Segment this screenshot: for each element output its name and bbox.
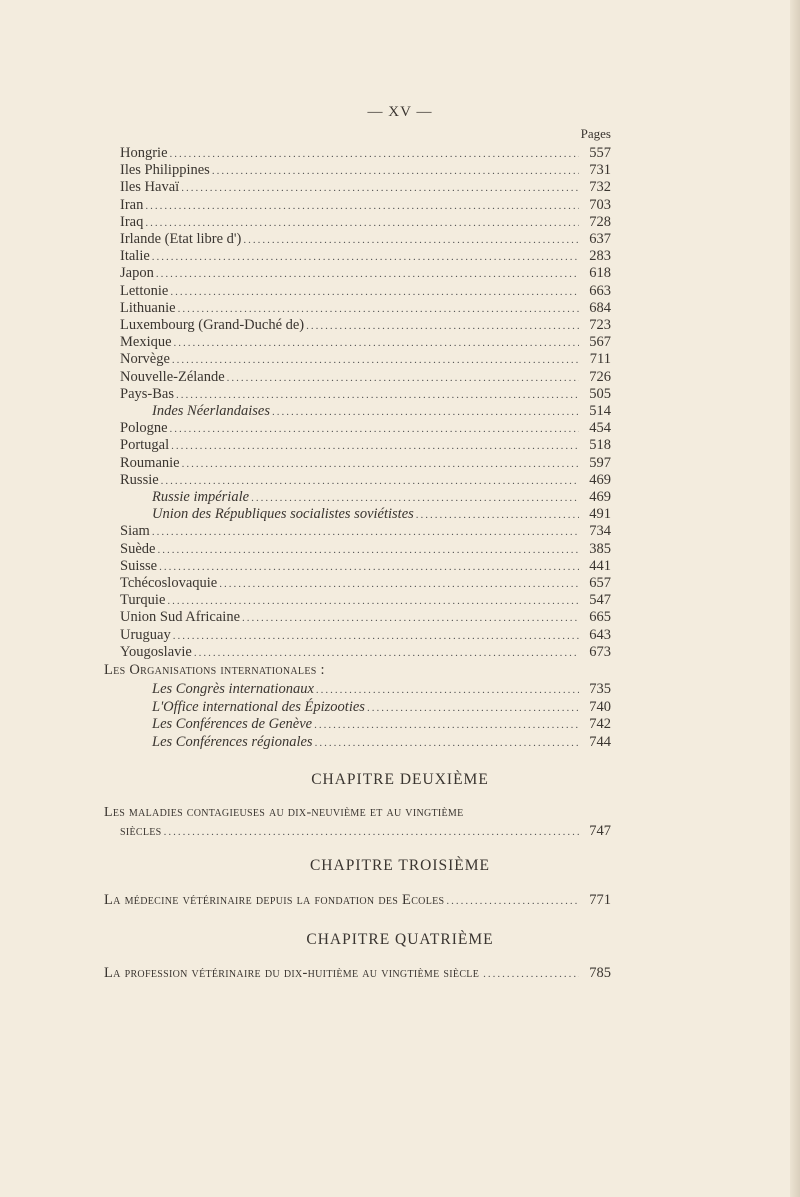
country-entry-label: Italie — [120, 248, 150, 264]
chapter-3-subject: La médecine vétérinaire depuis la fondation des Ecoles — [104, 892, 445, 908]
country-entry-page: 732 — [589, 179, 611, 195]
country-entry-label: Luxembourg (Grand-Duché de) — [120, 317, 305, 333]
chapter-3-entry[interactable] — [104, 891, 611, 909]
organisation-entry-page: 735 — [589, 681, 611, 697]
organisation-entry-page: 742 — [589, 716, 611, 732]
chapter-3-title: CHAPITRE TROISIÈME — [309, 857, 491, 874]
leader-dots — [152, 523, 579, 541]
country-entry-page: 731 — [589, 162, 611, 178]
country-entry-label: Turquie — [120, 592, 166, 608]
chapter-4-entry[interactable] — [104, 964, 611, 982]
country-entry-page: 657 — [589, 575, 611, 591]
country-entry-page: 514 — [589, 403, 611, 419]
country-entry-row[interactable] — [152, 402, 611, 420]
country-entry-row[interactable] — [120, 522, 611, 540]
country-entry-row[interactable] — [120, 178, 611, 196]
country-entry-label: Siam — [120, 523, 150, 539]
country-entry-page: 663 — [589, 283, 611, 299]
country-entry-row[interactable] — [120, 608, 611, 626]
country-entry-label: Lettonie — [120, 283, 169, 299]
country-entry-row[interactable] — [120, 436, 611, 454]
country-entry-row[interactable] — [120, 161, 611, 179]
leader-dots — [181, 179, 579, 197]
country-entry-label: Pologne — [120, 420, 168, 436]
country-entry-row[interactable] — [120, 333, 611, 351]
organisations-heading: Les Organisations internationales : — [104, 662, 325, 678]
country-entry-label: Iles Philippines — [120, 162, 210, 178]
organisation-entry-label: L'Office international des Épizooties — [152, 699, 365, 715]
country-entry-page: 441 — [589, 558, 611, 574]
country-entry-page: 728 — [589, 214, 611, 230]
country-entry-row[interactable] — [120, 230, 611, 248]
country-entry-label: Pays-Bas — [120, 386, 174, 402]
country-entry-page: 469 — [589, 489, 611, 505]
leader-dots — [172, 351, 579, 369]
country-entry-row[interactable] — [120, 282, 611, 300]
country-entry-page: 665 — [589, 609, 611, 625]
country-entry-label: Iles Havaï — [120, 179, 180, 195]
country-entry-row[interactable] — [120, 264, 611, 282]
country-entry-page: 597 — [589, 455, 611, 471]
country-entry-label: Iraq — [120, 214, 144, 230]
chapter-2-title: CHAPITRE DEUXIÈME — [311, 771, 489, 788]
leader-dots — [315, 734, 579, 752]
country-entry-row[interactable] — [152, 488, 611, 506]
country-entry-label: Hongrie — [120, 145, 168, 161]
country-entry-page: 643 — [589, 627, 611, 643]
country-entry-row[interactable] — [120, 299, 611, 317]
country-entry-label: Tchécoslovaquie — [120, 575, 218, 591]
country-entry-row[interactable] — [120, 591, 611, 609]
country-entry-row[interactable] — [120, 144, 611, 162]
country-entry-page: 734 — [589, 523, 611, 539]
country-entry-page: 637 — [589, 231, 611, 247]
country-entry-page: 454 — [589, 420, 611, 436]
country-entry-row[interactable] — [120, 368, 611, 386]
organisation-entry-page: 744 — [589, 734, 611, 750]
country-entry-page: 684 — [589, 300, 611, 316]
country-entry-label: Russie impériale — [152, 489, 250, 505]
country-entry-row[interactable] — [120, 419, 611, 437]
country-entry-label: Russie — [120, 472, 159, 488]
country-entry-label: Yougoslavie — [120, 644, 192, 660]
country-entry-page: 618 — [589, 265, 611, 281]
country-entry-page: 518 — [589, 437, 611, 453]
country-entry-label: Japon — [120, 265, 154, 281]
chapter-2-subject-line2: siècles — [120, 823, 162, 839]
country-entry-row[interactable] — [120, 557, 611, 575]
country-entry-row[interactable] — [120, 196, 611, 214]
chapter-3-page: 771 — [589, 892, 611, 908]
country-entry-row[interactable] — [120, 316, 611, 334]
country-entry-page: 469 — [589, 472, 611, 488]
chapter-4-title: CHAPITRE QUATRIÈME — [306, 931, 494, 948]
country-entry-row[interactable] — [120, 540, 611, 558]
leader-dots — [156, 265, 579, 283]
country-entry-label: Mexique — [120, 334, 172, 350]
leader-dots — [242, 609, 579, 627]
country-entry-row[interactable] — [120, 643, 611, 661]
leader-dots — [314, 716, 579, 734]
country-entry-page: 283 — [589, 248, 611, 264]
pages-column-label: Pages — [580, 126, 611, 141]
country-entry-label: Iran — [120, 197, 144, 213]
leader-dots — [483, 965, 579, 983]
leader-dots — [316, 681, 579, 699]
country-entry-label: Union des Républiques socialistes soviétistes — [152, 506, 414, 522]
country-entry-page: 547 — [589, 592, 611, 608]
country-entry-row[interactable] — [120, 213, 611, 231]
chapter-2-subject-line1: Les maladies contagieuses au dix-neuvième et au vingtième — [104, 805, 464, 820]
country-entry-label: Suisse — [120, 558, 158, 574]
country-entry-label: Portugal — [120, 437, 170, 453]
organisation-entry-row[interactable] — [152, 698, 611, 716]
organisation-entry-label: Les Congrès internationaux — [152, 681, 314, 697]
page-number: — XV — — [367, 104, 433, 120]
chapter-4-subject: La profession vétérinaire du dix-huitième au vingtième siècle — [104, 965, 480, 981]
country-entry-row[interactable] — [120, 626, 611, 644]
leader-dots — [194, 644, 579, 662]
country-entry-page: 711 — [589, 351, 611, 367]
organisation-entry-row[interactable] — [152, 680, 611, 698]
country-entry-row[interactable] — [120, 471, 611, 489]
leader-dots — [171, 437, 579, 455]
country-entry-page: 557 — [589, 145, 611, 161]
organisation-entry-page: 740 — [589, 699, 611, 715]
country-entry-row[interactable] — [120, 350, 611, 368]
chapter-2-entry[interactable] — [120, 822, 611, 840]
organisation-entry-row[interactable] — [152, 733, 611, 751]
leader-dots — [164, 823, 579, 841]
country-entry-label: Norvège — [120, 351, 170, 367]
country-entry-page: 505 — [589, 386, 611, 402]
country-entry-page: 385 — [589, 541, 611, 557]
country-entry-row[interactable] — [120, 574, 611, 592]
country-entry-label: Nouvelle-Zélande — [120, 369, 225, 385]
country-entry-row[interactable] — [120, 454, 611, 472]
country-entry-label: Lithuanie — [120, 300, 176, 316]
country-entry-label: Suède — [120, 541, 156, 557]
country-entry-label: Indes Néerlandaises — [152, 403, 270, 419]
country-entry-page: 726 — [589, 369, 611, 385]
country-entry-page: 723 — [589, 317, 611, 333]
country-entry-label: Irlande (Etat libre d') — [120, 231, 242, 247]
country-entry-label: Roumanie — [120, 455, 180, 471]
organisation-entry-label: Les Conférences de Genève — [152, 716, 313, 732]
organisation-entry-label: Les Conférences régionales — [152, 734, 313, 750]
country-entry-label: Union Sud Africaine — [120, 609, 241, 625]
country-entry-page: 703 — [589, 197, 611, 213]
country-entry-row[interactable] — [120, 247, 611, 265]
country-entry-page: 673 — [589, 644, 611, 660]
country-entry-row[interactable] — [120, 385, 611, 403]
country-entry-row[interactable] — [152, 505, 611, 523]
chapter-2-page: 747 — [589, 823, 611, 839]
leader-dots — [446, 892, 579, 910]
organisation-entry-row[interactable] — [152, 715, 611, 733]
country-entry-page: 491 — [589, 506, 611, 522]
country-entry-label: Uruguay — [120, 627, 171, 643]
country-entry-page: 567 — [589, 334, 611, 350]
chapter-4-page: 785 — [589, 965, 611, 981]
